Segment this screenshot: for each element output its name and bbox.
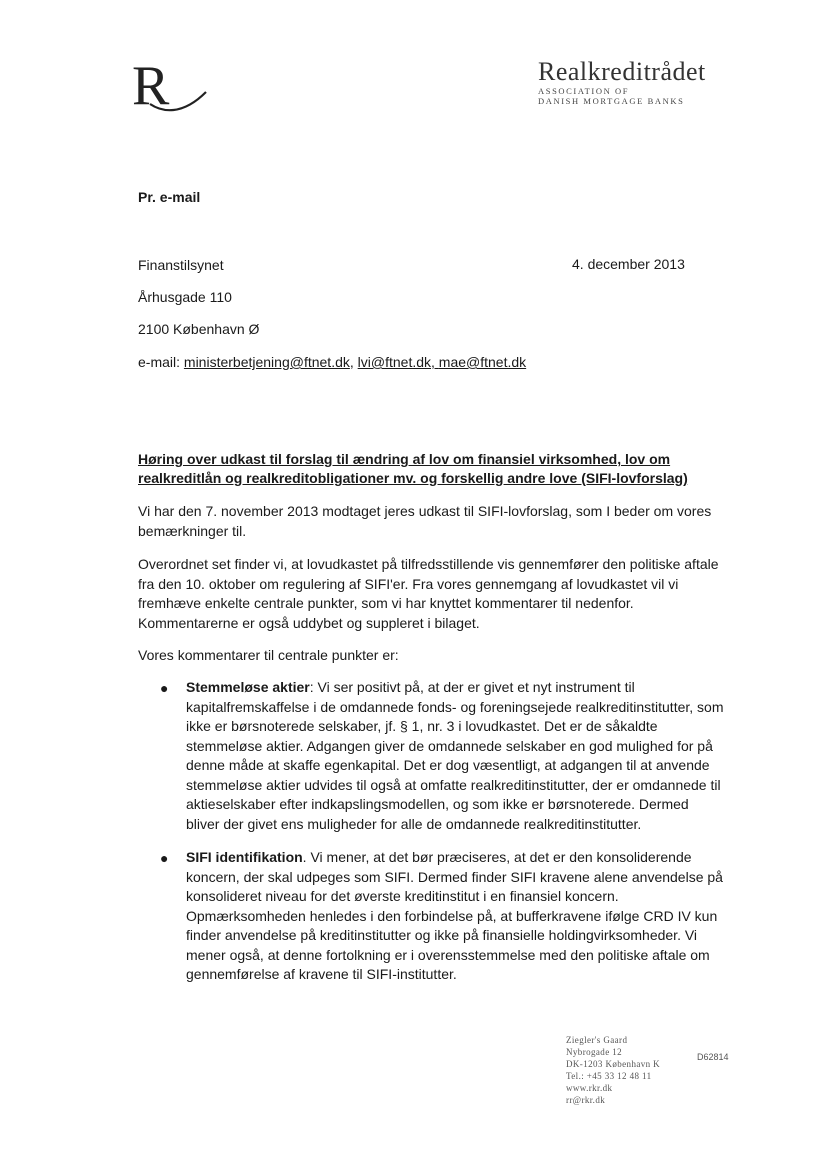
bullet-body: : Vi ser positivt på, at der er givet et nyt instrument til kapitalfremskaffelse i de omdannede fonds- og foreningsejede realkreditinstitutter, som ikke er børsnoterede selskaber, jf. § 1, nr. 3 i lovudkastet. Det er de såkaldte stemmeløse aktier. Adgangen giver de omdannede selskaber en god mulighed for på denne måde at skaffe egenkapital. Det er dog væsentligt, at adgangen til at anvende stemmeløse aktier udvides til også at omfatte realkreditinstitutter, der er omdannede til aktieselskaber efter indkapslingsmodellen, og som ikke er børsnoterede. Dermed bliver der givet ens muligheder for alle de omdannede realkreditinstitutter. [186, 679, 724, 832]
footer-line: Tel.: +45 33 12 48 11 [566, 1071, 652, 1081]
footer-line: Nybrogade 12 [566, 1047, 623, 1057]
email-link-2[interactable]: lvi@ftnet.dk [357, 354, 432, 370]
letterhead [538, 58, 773, 106]
paragraph-intro: Vi har den 7. november 2013 modtaget jeres udkast til SIFI-lovforslag, som I beder om vores bemærkninger til. [138, 503, 712, 539]
paragraph-overview: Overordnet set finder vi, at lovudkastet på tilfredsstillende vis gennemfører den politiske aftale fra den 10. oktober om regulering af SIFI'er. Fra vores gennemgang af lovudkastet vil vi fremhæve enkelte centrale punkter, som vi har knyttet kommentarer til nedenfor. Kommentarerne er også uddybet og suppleret i bilaget. [138, 556, 719, 631]
subject-line: Høring over udkast til forslag til ændring af lov om finansiel virksomhed, lov om realkreditlån og realkreditobligationer mv. og forskellig andre love (SIFI-lovforslag) [138, 451, 688, 486]
bullet-item-stemmelose-aktier [186, 678, 726, 834]
email-link-1[interactable]: ministerbetjening@ftnet.dk [183, 354, 350, 370]
recipient-city: 2100 København Ø [138, 321, 260, 337]
email-label: e-mail: [138, 354, 184, 370]
bullet-title: SIFI identifikation [186, 849, 303, 865]
recipient-email-line [138, 353, 526, 371]
org-subtitle-1: ASSOCIATION OF [538, 86, 630, 96]
footer-line: www.rkr.dk [566, 1083, 613, 1093]
svg-text:R: R [132, 56, 170, 116]
rr-logo-icon [132, 56, 210, 116]
bullet-title: Stemmeløse aktier [186, 679, 310, 695]
org-subtitle-2: DANISH MORTGAGE BANKS [538, 96, 685, 106]
delivery-heading: Pr. e-mail [138, 189, 201, 205]
bullet-item-sifi-identifikation [186, 848, 726, 985]
bullet-icon: ● [160, 850, 169, 866]
letter-date: 4. december 2013 [572, 256, 685, 272]
email-link-3[interactable]: mae@ftnet.dk [438, 354, 527, 370]
paragraph-comments-intro: Vores kommentarer til centrale punkter er: [138, 647, 399, 663]
bullet-body: . Vi mener, at det bør præciseres, at det er den konsoliderende koncern, der skal udpeges som SIFI. Dermed finder SIFI kravene alene anvendelse på konsolideret niveau for det øverste kreditinstitut i en finansiel koncern. Opmærksomheden henledes i den forbindelse på, at bufferkravene ifølge CRD IV kun finder anvendelse på kreditinstitutter og ikke på finansielle holdingvirksomheder. Vi mener også, at denne fortolkning er i overensstemmelse med den politiske aftale om gennemførelse af kravene til SIFI-institutter. [186, 849, 723, 982]
footer-line: rr@rkr.dk [566, 1095, 606, 1105]
footer-line: Ziegler's Gaard [566, 1035, 628, 1045]
recipient-street: Århusgade 110 [138, 289, 232, 305]
recipient-name: Finanstilsynet [138, 257, 224, 273]
document-number: D62814 [697, 1052, 729, 1062]
bullet-icon: ● [160, 680, 169, 696]
org-name: Realkreditrådet [538, 57, 706, 86]
footer-address [566, 1034, 660, 1106]
email-separator-2: , [431, 354, 439, 370]
email-separator-1: , [349, 354, 358, 370]
footer-line: DK-1203 København K [566, 1059, 661, 1069]
